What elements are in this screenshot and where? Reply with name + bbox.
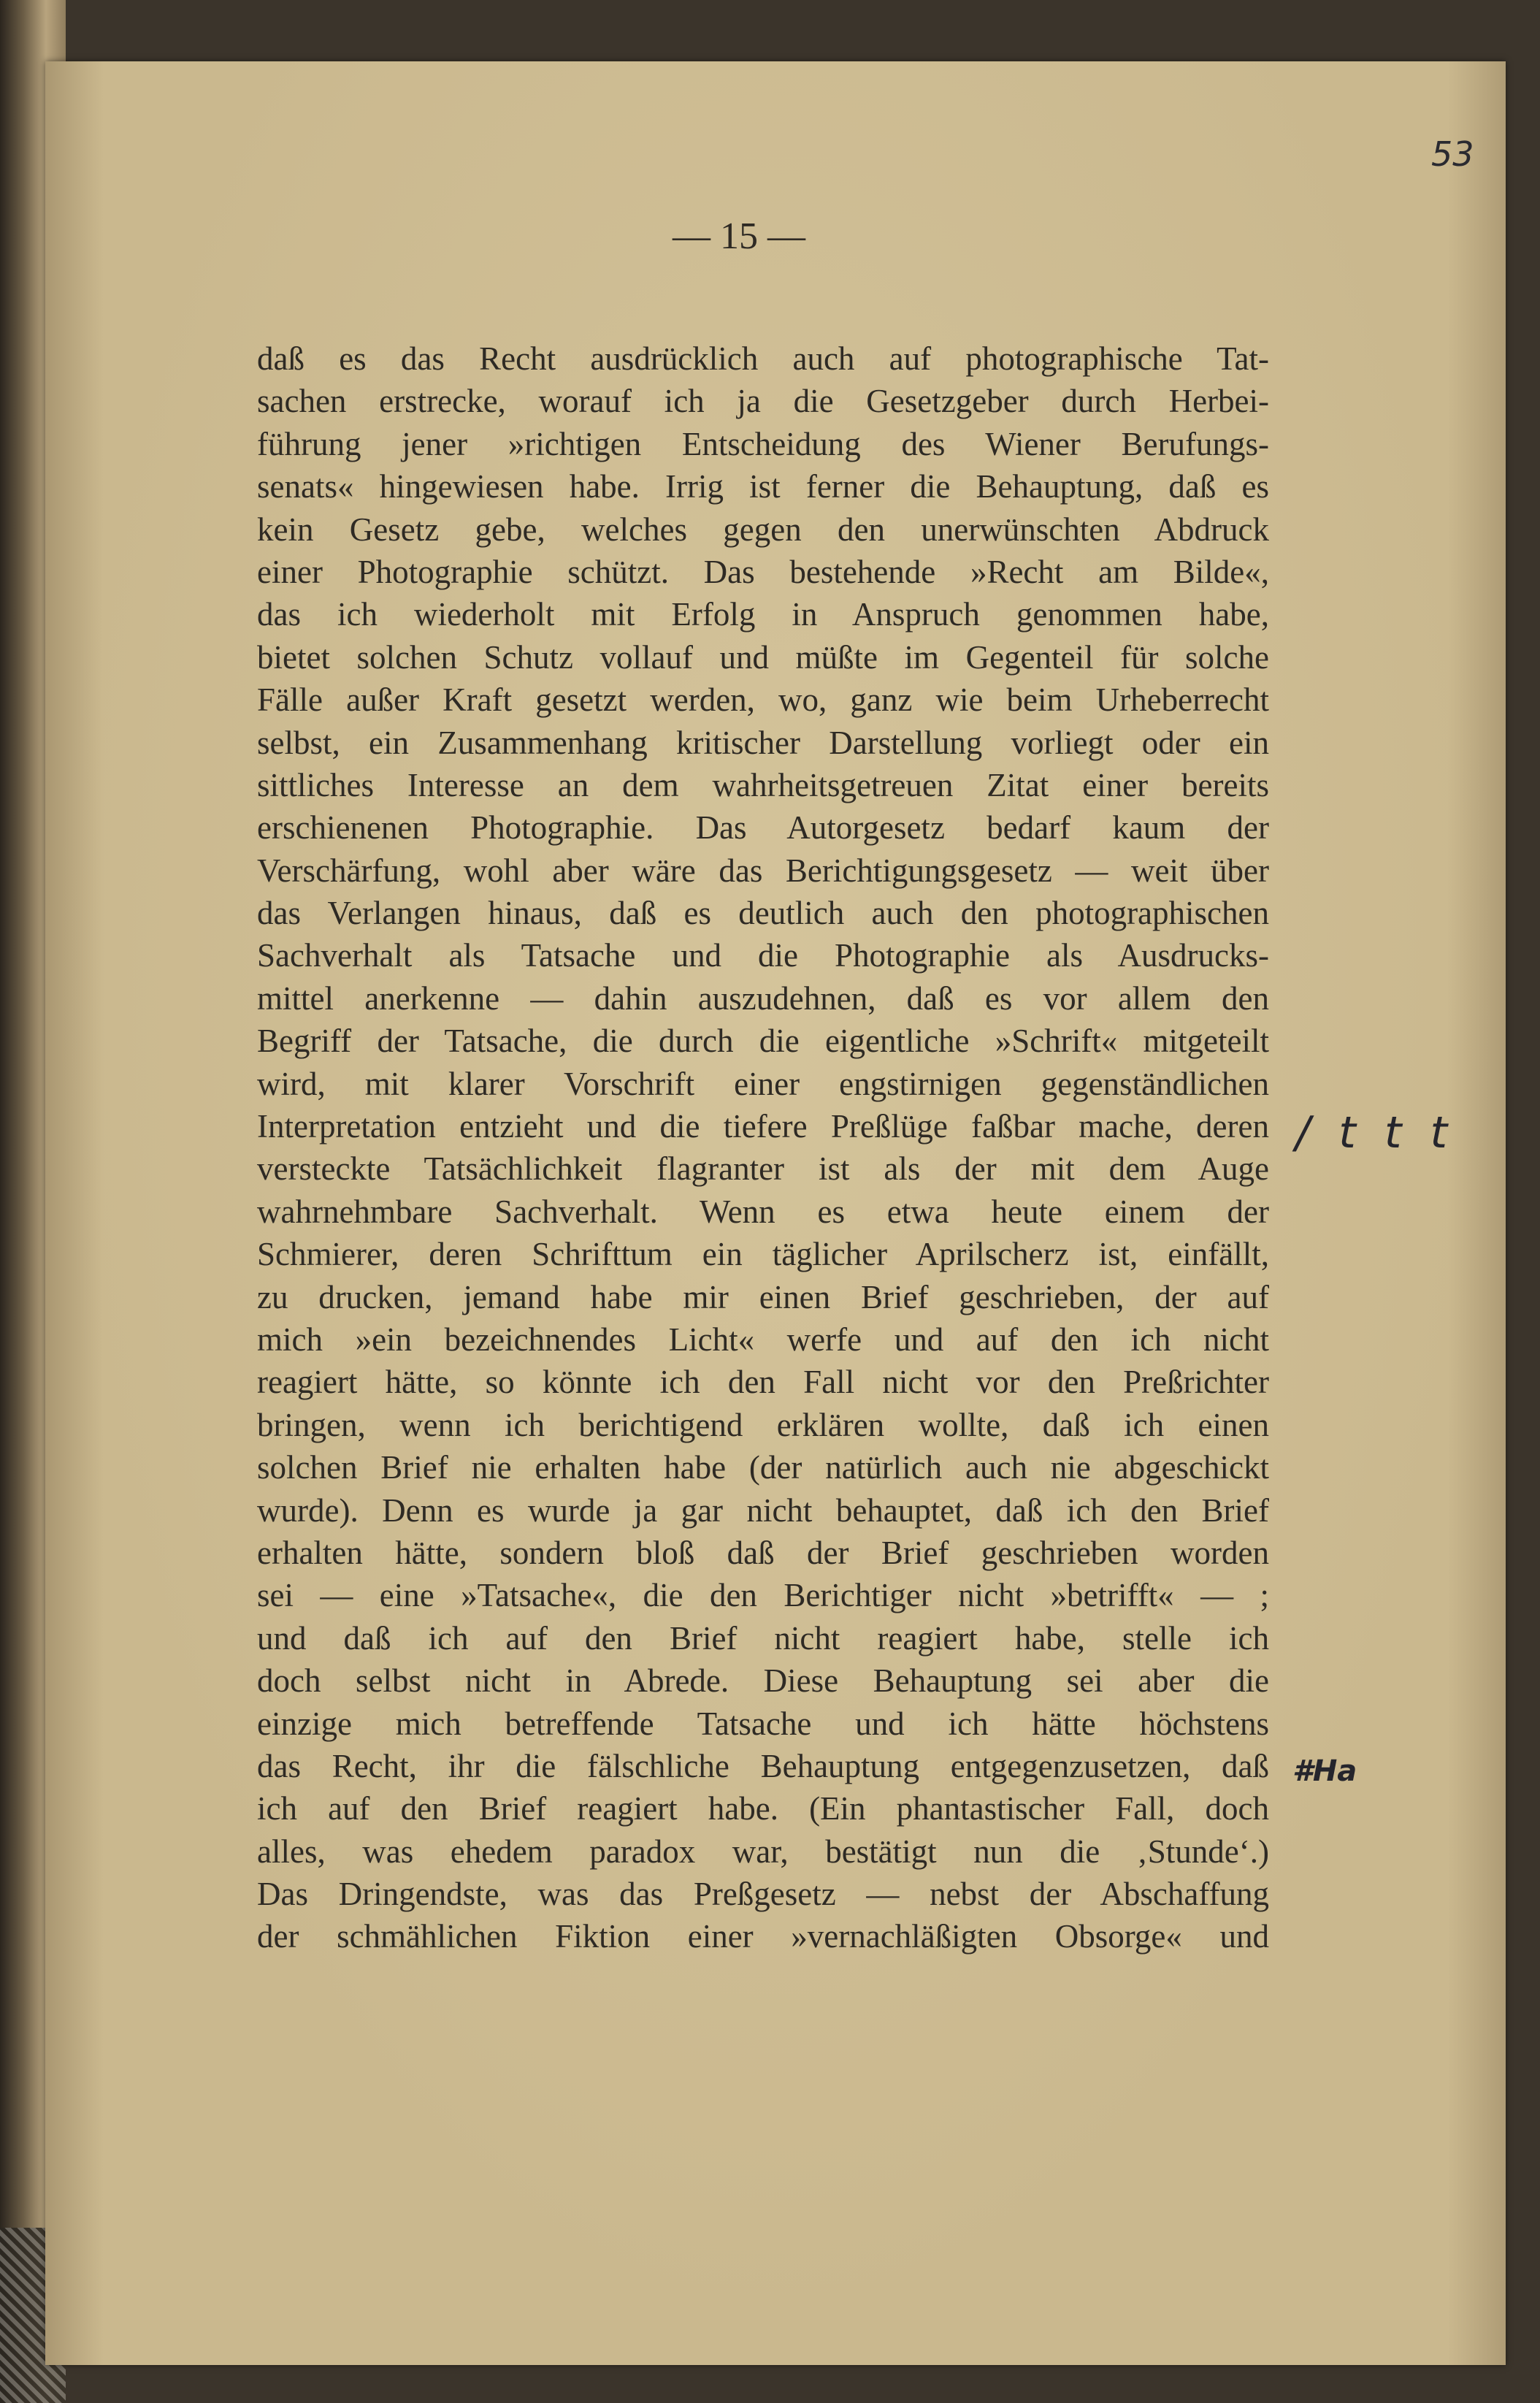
text-line: wahrnehmbare Sachverhalt. Wenn es etwa heute einem der (257, 1193, 1269, 1230)
text-line: einer Photographie schützt. Das bestehende »Recht am Bilde«, (257, 553, 1269, 590)
text-line: daß es das Recht ausdrücklich auch auf photographische Tat- (257, 340, 1269, 377)
text-line: zu drucken, jemand habe mir einen Brief geschrieben, der auf (257, 1278, 1269, 1315)
text-line: Begriff der Tatsache, die durch die eigentliche »Schrift« mitgeteilt (257, 1023, 1269, 1060)
text-line: bringen, wenn ich berichtigend erklären wollte, daß ich einen (257, 1406, 1269, 1443)
text-line: Verschärfung, wohl aber wäre das Berichtigungsgesetz — weit über (257, 852, 1269, 889)
text-line: erschienenen Photographie. Das Autorgesetz bedarf kaum der (257, 809, 1269, 847)
text-line: senats« hingewiesen habe. Irrig ist ferner die Behauptung, daß es (257, 468, 1269, 505)
text-line: wurde). Denn es wurde ja gar nicht behauptet, daß ich den Brief (257, 1491, 1269, 1529)
text-line: mittel anerkenne — dahin auszudehnen, daß es vor allem den (257, 979, 1269, 1017)
text-line: sittliches Interesse an dem wahrheitsgetreuen Zitat einer bereits (257, 766, 1269, 803)
text-line: das ich wiederholt mit Erfolg in Anspruch genommen habe, (257, 596, 1269, 633)
text-line: Interpretation entzieht und die tiefere Preßlüge faßbar mache, deren (257, 1108, 1269, 1145)
text-line: alles, was ehedem paradox war, bestätigt nun die ‚Stunde‘.) (257, 1833, 1269, 1870)
text-line: mich »ein bezeichnendes Licht« werfe und auf den ich nicht (257, 1321, 1269, 1358)
text-line: Fälle außer Kraft gesetzt werden, wo, ganz wie beim Urheberrecht (257, 681, 1269, 719)
text-line: der schmählichen Fiktion einer »vernachläßigten Obsorge« und (257, 1918, 1269, 1955)
text-line: Schmierer, deren Schrifttum ein täglicher Aprilscherz ist, einfällt, (257, 1236, 1269, 1273)
handwritten-margin-correction: / t t t (1295, 1107, 1455, 1158)
text-line: bietet solchen Schutz vollauf und müßte im Gegenteil für solche (257, 638, 1269, 676)
handwritten-folio-number: 53 (1431, 134, 1474, 174)
text-line: erhalten hätte, sondern bloß daß der Brief geschrieben worden (257, 1534, 1269, 1571)
handwritten-margin-correction: #Ha (1292, 1754, 1357, 1788)
text-line: ich auf den Brief reagiert habe. (Ein phantastischer Fall, doch (257, 1790, 1269, 1827)
page-number: — 15 — (673, 215, 805, 257)
text-line: und daß ich auf den Brief nicht reagiert habe, stelle ich (257, 1619, 1269, 1657)
text-line: doch selbst nicht in Abrede. Diese Behauptung sei aber die (257, 1662, 1269, 1700)
text-line: das Verlangen hinaus, daß es deutlich auch den photographischen (257, 895, 1269, 932)
text-line: versteckte Tatsächlichkeit flagranter ist als der mit dem Auge (257, 1150, 1269, 1188)
text-line: das Recht, ihr die fälschliche Behauptung entgegenzusetzen, daß (257, 1747, 1269, 1784)
text-line: Sachverhalt als Tatsache und die Photographie als Ausdrucks- (257, 937, 1269, 974)
text-line: reagiert hätte, so könnte ich den Fall nicht vor den Preßrichter (257, 1364, 1269, 1401)
text-line: kein Gesetz gebe, welches gegen den unerwünschten Abdruck (257, 511, 1269, 548)
text-line: solchen Brief nie erhalten habe (der natürlich auch nie abgeschickt (257, 1449, 1269, 1486)
text-line: führung jener »richtigen Entscheidung des Wiener Berufungs- (257, 425, 1269, 462)
body-text (257, 337, 1269, 1958)
text-line: Das Dringendste, was das Preßgesetz — nebst der Abschaffung (257, 1876, 1269, 1913)
text-line: einzige mich betreffende Tatsache und ich hätte höchstens (257, 1705, 1269, 1742)
text-line: selbst, ein Zusammenhang kritischer Darstellung vorliegt oder ein (257, 724, 1269, 761)
text-line: wird, mit klarer Vorschrift einer engstirnigen gegenständlichen (257, 1065, 1269, 1102)
text-line: sei — eine »Tatsache«, die den Berichtiger nicht »betrifft« — ; (257, 1577, 1269, 1614)
book-page (45, 61, 1506, 2365)
text-line: sachen erstrecke, worauf ich ja die Gesetzgeber durch Herbei- (257, 383, 1269, 420)
